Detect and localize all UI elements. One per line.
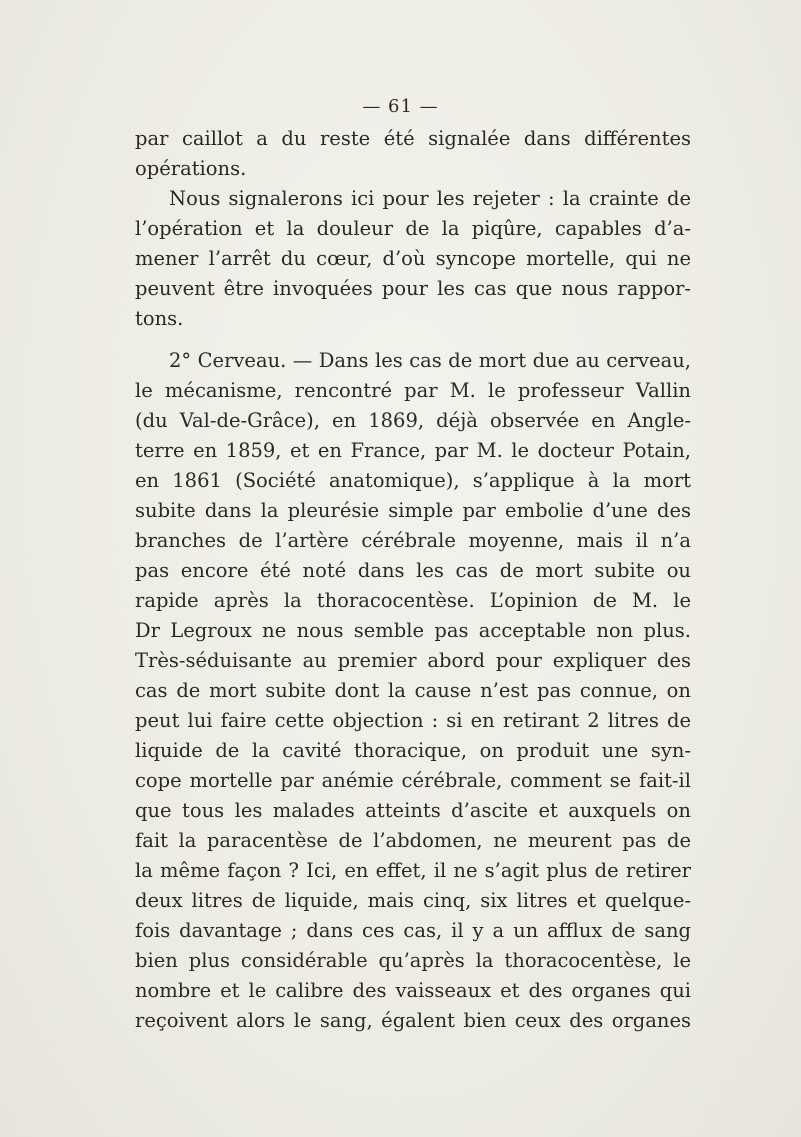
text-line: fois davantage ; dans ces cas, il y a un afflux de sang — [135, 919, 691, 942]
text-line: peuvent être invoquées pour les cas que nous rappor- — [135, 277, 691, 300]
text-line: branches de l’artère cérébrale moyenne, mais il n’a — [135, 529, 691, 552]
text-line: tons. — [135, 307, 184, 330]
text-line: nombre et le calibre des vaisseaux et des organes qui — [135, 979, 691, 1002]
text-line: opérations. — [135, 157, 247, 180]
body-text — [135, 124, 691, 1036]
text-line: par caillot a du reste été signalée dans différentes — [135, 127, 691, 150]
text-line: Dr Legroux ne nous semble pas acceptable non plus. — [135, 619, 691, 642]
text-line: pas encore été noté dans les cas de mort subite ou — [135, 559, 691, 582]
text-line: deux litres de liquide, mais cinq, six litres et quelque- — [135, 889, 691, 912]
text-line: 2° Cerveau. — Dans les cas de mort due au cerveau, — [169, 349, 691, 372]
text-line: rapide après la thoracocentèse. L’opinion de M. le — [135, 589, 691, 612]
text-line: reçoivent alors le sang, égalent bien ceux des organes — [135, 1009, 691, 1032]
text-line: terre en 1859, et en France, par M. le docteur Potain, — [135, 439, 691, 462]
text-line: mener l’arrêt du cœur, d’où syncope mortelle, qui ne — [135, 247, 691, 270]
text-line: que tous les malades atteints d’ascite et auxquels on — [135, 799, 691, 822]
text-line: fait la paracentèse de l’abdomen, ne meurent pas de — [135, 829, 691, 852]
paragraph — [135, 346, 691, 1036]
text-line: le mécanisme, rencontré par M. le professeur Vallin — [135, 379, 691, 402]
paragraph — [135, 184, 691, 334]
text-line: Très-séduisante au premier abord pour expliquer des — [135, 649, 691, 672]
text-line: cas de mort subite dont la cause n’est pas connue, on — [135, 679, 691, 702]
text-line: la même façon ? Ici, en effet, il ne s’agit plus de retirer — [135, 859, 691, 882]
text-line: (du Val-de-Grâce), en 1869, déjà observée en Angle- — [135, 409, 691, 432]
text-line: cope mortelle par anémie cérébrale, comment se fait-il — [135, 769, 691, 792]
text-line: bien plus considérable qu’après la thoracocentèse, le — [135, 949, 691, 972]
text-line: peut lui faire cette objection : si en retirant 2 litres de — [135, 709, 691, 732]
text-line: liquide de la cavité thoracique, on produit une syn- — [135, 739, 691, 762]
text-line: l’opération et la douleur de la piqûre, capables d’a- — [135, 217, 691, 240]
paragraph — [135, 124, 691, 184]
page-number: — 61 — — [362, 96, 439, 117]
text-line: en 1861 (Société anatomique), s’applique à la mort — [135, 469, 691, 492]
text-line: Nous signalerons ici pour les rejeter : la crainte de — [169, 187, 691, 210]
text-line: subite dans la pleurésie simple par embolie d’une des — [135, 499, 691, 522]
